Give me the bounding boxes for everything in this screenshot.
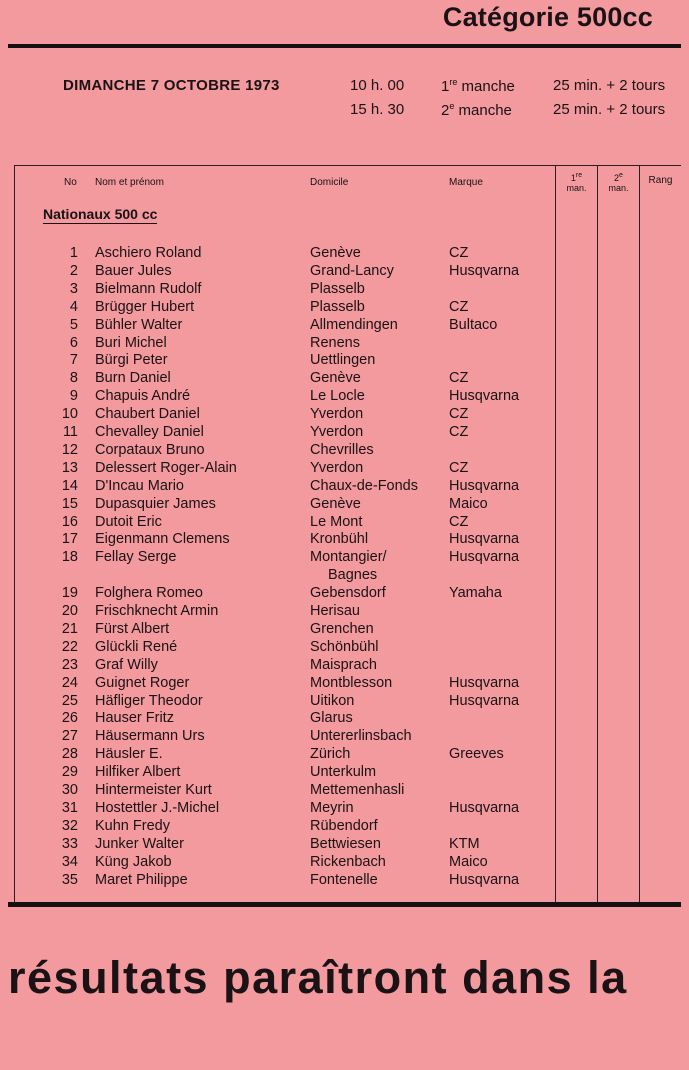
entry-name: Fürst Albert <box>95 620 170 637</box>
header-domicile: Domicile <box>310 177 349 188</box>
entry-number: 10 <box>61 406 78 423</box>
header-rang: Rang <box>648 175 673 186</box>
table-row <box>0 603 560 621</box>
entry-marque: CZ <box>449 406 469 423</box>
table-row <box>0 585 560 603</box>
entry-name: Maret Philippe <box>95 871 188 888</box>
entry-name: Graf Willy <box>95 656 158 673</box>
session-2-duration: 25 min. + 2 tours <box>553 101 666 118</box>
entry-name: Chapuis André <box>95 388 191 405</box>
table-row <box>0 352 560 370</box>
entry-marque: Yamaha <box>449 585 502 602</box>
entry-domicile: Bettwiesen <box>310 835 381 852</box>
entry-marque: Husqvarna <box>449 799 520 816</box>
entry-domicile: Rübendorf <box>310 817 378 834</box>
column-divider <box>597 165 598 902</box>
entry-number: 33 <box>61 835 78 852</box>
entry-domicile: Unterkulm <box>310 764 377 781</box>
entry-number: 34 <box>61 853 78 870</box>
table-row <box>0 478 560 496</box>
page-title: Catégorie 500cc <box>442 2 653 32</box>
entry-number: 7 <box>69 352 78 369</box>
event-date: DIMANCHE 7 OCTOBRE 1973 <box>63 77 280 94</box>
table-row <box>0 549 560 584</box>
entry-domicile: Uettlingen <box>310 352 376 369</box>
entry-domicile: Maisprach <box>310 656 377 673</box>
table-row <box>0 693 560 711</box>
entry-domicile: Yverdon <box>310 406 364 423</box>
entry-number: 2 <box>69 262 78 279</box>
table-row <box>0 657 560 675</box>
entry-marque: Husqvarna <box>449 262 520 279</box>
session-1-manche: 1re manche <box>441 77 515 95</box>
entry-marque: Maico <box>449 495 488 512</box>
entry-marque: CZ <box>449 298 469 315</box>
table-row <box>0 728 560 746</box>
table-row <box>0 854 560 872</box>
entry-name: Dupasquier James <box>95 495 216 512</box>
entry-domicile: Zürich <box>310 746 351 763</box>
session-2-manche: 2e manche <box>441 101 512 119</box>
entry-number: 14 <box>61 477 78 494</box>
entry-domicile: Genève <box>310 370 361 387</box>
entry-name: Kuhn Fredy <box>95 817 170 834</box>
session-2-time: 15 h. 30 <box>350 101 405 118</box>
table-row <box>0 442 560 460</box>
entry-domicile: Chevrilles <box>310 441 374 458</box>
table-row <box>0 406 560 424</box>
entry-number: 5 <box>69 316 78 333</box>
entry-marque: CZ <box>449 513 469 530</box>
entry-number: 15 <box>61 495 78 512</box>
entry-name: D'Incau Mario <box>95 477 184 494</box>
entry-number: 23 <box>61 656 78 673</box>
entry-number: 29 <box>61 764 78 781</box>
entry-name: Glückli René <box>95 638 178 655</box>
table-row <box>0 800 560 818</box>
column-divider <box>639 165 640 902</box>
entry-marque: Husqvarna <box>449 388 520 405</box>
entry-name: Hintermeister Kurt <box>95 782 212 798</box>
entry-name: Chaubert Daniel <box>95 406 200 423</box>
entry-name: Küng Jakob <box>95 853 172 870</box>
table-row <box>0 424 560 442</box>
entry-number: 24 <box>61 674 78 691</box>
entry-domicile: Renens <box>310 334 360 351</box>
entry-domicile: Montblesson <box>310 674 393 691</box>
entry-number: 30 <box>61 782 78 798</box>
entry-name: Buri Michel <box>95 334 167 351</box>
entry-name: Bürgi Peter <box>95 352 168 369</box>
table-row <box>0 836 560 854</box>
table-row <box>0 496 560 514</box>
entry-domicile: Mettemenhasli <box>310 782 405 798</box>
entry-name: Hilfiker Albert <box>95 764 181 781</box>
entry-domicile: Chaux-de-Fonds <box>310 477 418 494</box>
entry-domicile: Gebensdorf <box>310 585 386 602</box>
entry-number: 9 <box>69 388 78 405</box>
header-no: No <box>64 177 77 188</box>
entry-marque: Maico <box>449 853 488 870</box>
table-row <box>0 335 560 353</box>
entry-marque: KTM <box>449 835 480 852</box>
bottom-divider <box>8 902 681 907</box>
table-row <box>0 710 560 728</box>
entry-number: 27 <box>61 728 78 745</box>
entry-name: Delessert Roger-Alain <box>95 459 237 476</box>
entry-domicile-line2: Bagnes <box>328 567 378 584</box>
header-manche-2: 2e man. <box>608 172 629 193</box>
entry-domicile: Glarus <box>310 710 353 727</box>
entry-name: Hostettler J.-Michel <box>95 799 220 816</box>
entry-name: Eigenmann Clemens <box>95 531 230 548</box>
table-row <box>0 370 560 388</box>
entry-name: Hauser Fritz <box>95 710 174 727</box>
table-row <box>0 263 560 281</box>
entry-name: Häusler E. <box>95 746 163 763</box>
entry-name: Häusermann Urs <box>95 728 205 745</box>
entry-name: Junker Walter <box>95 835 184 852</box>
entry-marque: Husqvarna <box>449 692 520 709</box>
entry-number: 26 <box>61 710 78 727</box>
entry-domicile: Le Mont <box>310 513 363 530</box>
entry-domicile: Meyrin <box>310 799 354 816</box>
entry-name: Folghera Romeo <box>95 585 203 602</box>
entry-name: Bielmann Rudolf <box>95 280 202 297</box>
entry-number: 31 <box>61 799 78 816</box>
entry-marque: CZ <box>449 424 469 440</box>
entry-name: Aschiero Roland <box>95 245 202 261</box>
entry-marque: Husqvarna <box>449 477 520 494</box>
entry-domicile: Schönbühl <box>310 638 379 655</box>
table-row <box>0 317 560 335</box>
top-divider <box>8 44 681 48</box>
entry-number: 28 <box>61 746 78 763</box>
entry-marque: Husqvarna <box>449 674 520 691</box>
table-row <box>0 460 560 478</box>
entry-number: 8 <box>69 370 78 387</box>
table-row <box>0 281 560 299</box>
table-row <box>0 299 560 317</box>
entry-domicile: Le Locle <box>310 388 365 405</box>
table-row <box>0 782 560 800</box>
table-row <box>0 764 560 782</box>
entry-number: 32 <box>61 817 78 834</box>
entry-number: 3 <box>69 280 78 297</box>
entry-name: Frischknecht Armin <box>95 603 219 619</box>
entry-domicile: Yverdon <box>310 424 364 440</box>
session-1-duration: 25 min. + 2 tours <box>553 77 666 94</box>
entry-number: 6 <box>69 334 78 351</box>
header-manche-1: 1re man. <box>566 172 587 193</box>
entry-marque: CZ <box>449 245 469 261</box>
header-name: Nom et prénom <box>95 177 164 188</box>
entry-number: 19 <box>61 585 78 602</box>
entry-name: Burn Daniel <box>95 370 171 387</box>
entry-number: 18 <box>61 549 78 566</box>
entry-number: 25 <box>61 692 78 709</box>
entry-domicile: Fontenelle <box>310 871 378 888</box>
entry-name: Bühler Walter <box>95 316 183 333</box>
entry-marque: Greeves <box>449 746 504 763</box>
entry-name: Häfliger Theodor <box>95 692 203 709</box>
entry-domicile: Yverdon <box>310 459 364 476</box>
entry-domicile: Rickenbach <box>310 853 386 870</box>
entry-name: Fellay Serge <box>95 549 177 566</box>
entry-domicile: Uitikon <box>310 692 355 709</box>
entry-domicile: Kronbühl <box>310 531 369 548</box>
entry-domicile: Grenchen <box>310 620 374 637</box>
entry-domicile: Allmendingen <box>310 316 398 333</box>
entry-marque: Husqvarna <box>449 871 520 888</box>
session-1-time: 10 h. 00 <box>350 77 405 94</box>
entry-number: 11 <box>62 424 78 440</box>
entry-number: 17 <box>61 531 78 548</box>
table-row <box>0 514 560 532</box>
entry-name: Brügger Hubert <box>95 298 195 315</box>
entry-name: Corpataux Bruno <box>95 441 205 458</box>
entry-number: 1 <box>69 245 78 261</box>
entry-number: 13 <box>61 459 78 476</box>
entry-domicile: Plasselb <box>310 280 365 297</box>
entry-number: 16 <box>61 513 78 530</box>
entry-number: 20 <box>61 603 78 619</box>
table-row <box>0 621 560 639</box>
entry-marque: Bultaco <box>449 316 498 333</box>
entry-number: 35 <box>61 871 78 888</box>
table-row <box>0 639 560 657</box>
table-row <box>0 531 560 549</box>
entry-number: 4 <box>69 298 78 315</box>
entry-marque: Husqvarna <box>449 549 520 566</box>
table-row <box>0 675 560 693</box>
table-row <box>0 388 560 406</box>
entry-number: 21 <box>61 620 78 637</box>
entry-name: Bauer Jules <box>95 262 172 279</box>
table-row <box>0 245 560 263</box>
entry-domicile: Montangier/ <box>310 549 387 566</box>
entry-domicile: Plasselb <box>310 298 365 315</box>
entry-name: Chevalley Daniel <box>95 424 204 440</box>
entry-name: Guignet Roger <box>95 674 190 691</box>
entry-domicile: Untererlinsbach <box>310 728 412 745</box>
entry-marque: CZ <box>449 459 469 476</box>
entry-number: 12 <box>61 441 78 458</box>
section-title: Nationaux 500 cc <box>43 206 158 222</box>
table-row <box>0 746 560 764</box>
entry-number: 22 <box>61 638 78 655</box>
entry-marque: CZ <box>449 370 469 387</box>
entry-domicile: Grand-Lancy <box>310 262 394 279</box>
entry-domicile: Genève <box>310 495 361 512</box>
footer-headline: résultats paraîtront dans la <box>8 952 628 1003</box>
header-marque: Marque <box>449 177 483 188</box>
table-row <box>0 872 560 890</box>
entry-domicile: Genève <box>310 245 361 261</box>
table-row <box>0 818 560 836</box>
entry-domicile: Herisau <box>310 603 360 619</box>
entry-name: Dutoit Eric <box>95 513 162 530</box>
entry-marque: Husqvarna <box>449 531 520 548</box>
